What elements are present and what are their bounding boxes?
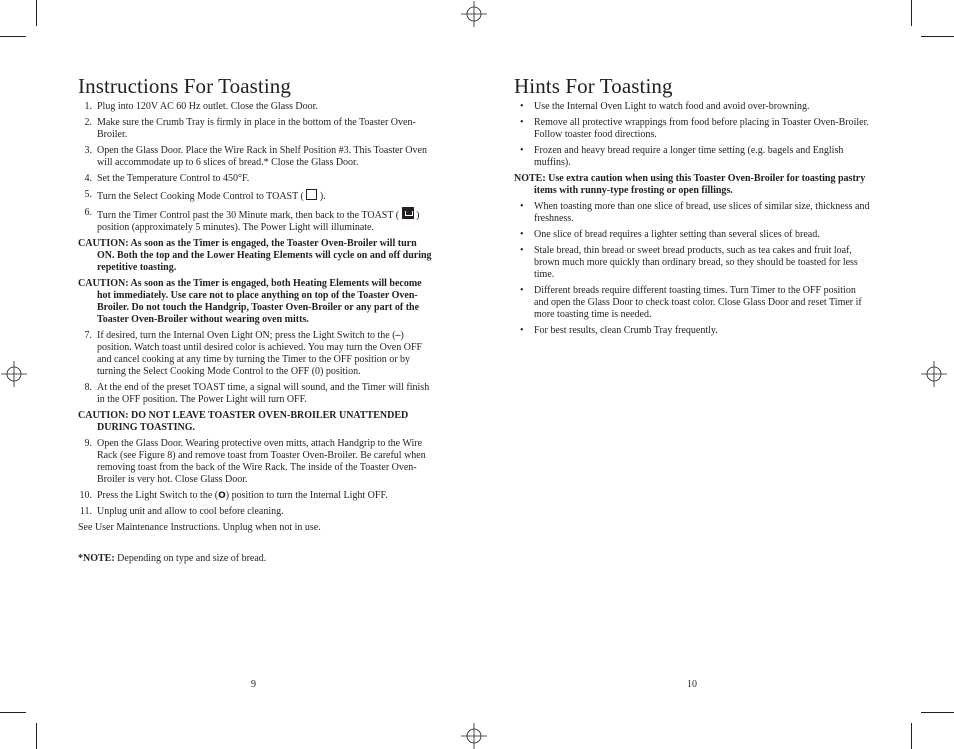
crop-mark-top-left-h	[0, 36, 26, 37]
light-on-symbol: –	[395, 330, 401, 341]
step-9	[78, 438, 434, 486]
hint-item	[514, 201, 872, 225]
step-number: 4.	[84, 173, 92, 184]
toast-mode-icon	[306, 189, 317, 200]
step-3	[78, 145, 434, 169]
step-number: 7.	[84, 330, 92, 341]
caution-hot-elements: CAUTION: As soon as the Timer is engaged, both Heating Elements will become hot immediately. Use care not to place anything on top of the Toaster Oven-Broiler. Do not touch the Handgrip, Toaster Oven-Broiler or any part of the Toaster Oven-Broiler without wearing oven mitts.	[78, 278, 422, 325]
crop-mark-top-right-h	[921, 36, 954, 37]
instructions-body	[78, 101, 434, 565]
step-number: 2.	[84, 117, 92, 128]
step-7	[78, 330, 434, 378]
step-6	[78, 207, 434, 234]
bullet: •	[520, 117, 524, 128]
step-text: Plug into 120V AC 60 Hz outlet. Close the Glass Door.	[97, 101, 318, 112]
hint-item	[514, 145, 872, 169]
crop-mark-top-left-v	[36, 0, 37, 26]
step-number: 5.	[84, 189, 92, 200]
footnote-text: Depending on type and size of bread.	[114, 553, 267, 564]
light-off-symbol: O	[218, 491, 226, 501]
step-text: Press the Light Switch to the (	[97, 490, 219, 501]
hint-item	[514, 325, 872, 337]
step-text: At the end of the preset TOAST time, a signal will sound, and the Timer will finish in the OFF position. The Power Light will turn OFF.	[97, 382, 430, 405]
footnote-label: *NOTE:	[78, 553, 115, 564]
registration-mark-left-icon	[1, 361, 27, 387]
hint-item	[514, 101, 872, 113]
hints-list-a	[514, 101, 872, 169]
step-text: Turn the Select Cooking Mode Control to TOAST (	[97, 191, 304, 202]
page-number-left: 9	[251, 679, 256, 690]
right-page	[514, 74, 872, 341]
step-number: 10.	[79, 490, 92, 501]
footnote	[78, 553, 434, 565]
step-number: 9.	[84, 438, 92, 449]
step-text: Make sure the Crumb Tray is firmly in place in the bottom of the Toaster Oven-Broiler.	[97, 117, 416, 140]
crop-mark-bottom-right-h	[921, 712, 954, 713]
hint-text: Remove all protective wrappings from food before placing in Toaster Oven-Broiler. Follow toaster food directions.	[534, 117, 869, 140]
page-title-hints: Hints For Toasting	[514, 74, 673, 98]
steps-list-c	[78, 438, 434, 518]
hints-body	[514, 101, 872, 337]
hint-text: Stale bread, thin bread or sweet bread products, such as tea cakes and fruit loaf, brown much more quickly than ordinary bread, so they should be toasted for less time.	[534, 245, 858, 280]
crop-mark-bottom-right-v	[911, 723, 912, 749]
page-number-right: 10	[687, 679, 697, 690]
bullet: •	[520, 229, 524, 240]
steps-list-a	[78, 101, 434, 234]
step-text: Turn the Timer Control past the 30 Minute mark, then back to the TOAST (	[97, 210, 400, 221]
hint-text: For best results, clean Crumb Tray frequently.	[534, 325, 718, 336]
hint-text: When toasting more than one slice of bread, use slices of similar size, thickness and freshness.	[534, 201, 870, 224]
step-2	[78, 117, 434, 141]
step-text: Open the Glass Door. Wearing protective oven mitts, attach Handgrip to the Wire Rack (see Figure 8) and remove toast from Toaster Oven-Broiler. Be careful when removing toast from the back of the Wire Rack. The inside of the Toaster Oven-Broiler is very hot. Close Glass Door.	[97, 438, 426, 485]
hint-item	[514, 229, 872, 241]
registration-mark-right-icon	[921, 361, 947, 387]
crop-mark-bottom-left-v	[36, 723, 37, 749]
step-text: If desired, turn the Internal Oven Light ON; press the Light Switch to the (	[97, 330, 396, 341]
hint-text: Frozen and heavy bread require a longer time setting (e.g. bagels and English muffins).	[534, 145, 844, 168]
step-number: 8.	[84, 382, 92, 393]
step-text-end: ) position. Watch toast until desired color is achieved. You may turn the Oven OFF and cancel cooking at any time by turning the Timer to the OFF position or by turning the Select Cooking Mode Control to the OFF (0) position.	[97, 330, 423, 377]
hint-item	[514, 245, 872, 281]
step-text: Unplug unit and allow to cool before cleaning.	[97, 506, 284, 517]
step-1	[78, 101, 434, 113]
step-4	[78, 173, 434, 185]
crop-mark-top-right-v	[911, 0, 912, 26]
bullet: •	[520, 101, 524, 112]
step-text: Set the Temperature Control to 450°F.	[97, 173, 250, 184]
hint-text: Use the Internal Oven Light to watch food and avoid over-browning.	[534, 101, 810, 112]
hints-list-b	[514, 201, 872, 337]
note-pastry-caution: NOTE: Use extra caution when using this Toaster Oven-Broiler for toasting pastry items with runny-type frosting or open fillings.	[514, 173, 866, 196]
step-number: 1.	[84, 101, 92, 112]
maintenance-note: See User Maintenance Instructions. Unplug when not in use.	[78, 522, 321, 533]
toast-timer-icon	[402, 207, 414, 219]
step-text: Open the Glass Door. Place the Wire Rack in Shelf Position #3. This Toaster Oven will accommodate up to 6 slices of bread.* Close the Glass Door.	[97, 145, 427, 168]
step-number: 6.	[84, 207, 92, 218]
caution-heating-cycle: CAUTION: As soon as the Timer is engaged, the Toaster Oven-Broiler will turn ON. Both the top and the Lower Heating Elements will cycle on and off during repetitive toasting.	[78, 238, 432, 273]
page-title-instructions: Instructions For Toasting	[78, 74, 291, 98]
step-5	[78, 189, 434, 203]
bullet: •	[520, 245, 524, 256]
hint-text: One slice of bread requires a lighter setting than several slices of bread.	[534, 229, 820, 240]
left-page	[78, 74, 434, 569]
step-8	[78, 382, 434, 406]
step-11	[78, 506, 434, 518]
registration-mark-top-icon	[461, 1, 487, 27]
step-number: 3.	[84, 145, 92, 156]
bullet: •	[520, 325, 524, 336]
caution-unattended: CAUTION: DO NOT LEAVE TOASTER OVEN-BROILER UNATTENDED DURING TOASTING.	[78, 410, 409, 433]
hint-item	[514, 285, 872, 321]
step-text-end: ) position (approximately 5 minutes). The Power Light will illuminate.	[97, 210, 420, 233]
bullet: •	[520, 201, 524, 212]
registration-mark-bottom-icon	[461, 723, 487, 749]
bullet: •	[520, 285, 524, 296]
hint-text: Different breads require different toasting times. Turn Timer to the OFF position and open the Glass Door to check toast color. Close Glass Door and reset Timer if more toasting time is needed.	[534, 285, 862, 320]
hint-item	[514, 117, 872, 141]
bullet: •	[520, 145, 524, 156]
step-number: 11.	[79, 506, 92, 517]
step-text-end: ).	[319, 191, 326, 202]
crop-mark-bottom-left-h	[0, 712, 26, 713]
steps-list-b	[78, 330, 434, 406]
step-10	[78, 490, 434, 502]
step-text-end: ) position to turn the Internal Light OFF.	[225, 490, 388, 501]
